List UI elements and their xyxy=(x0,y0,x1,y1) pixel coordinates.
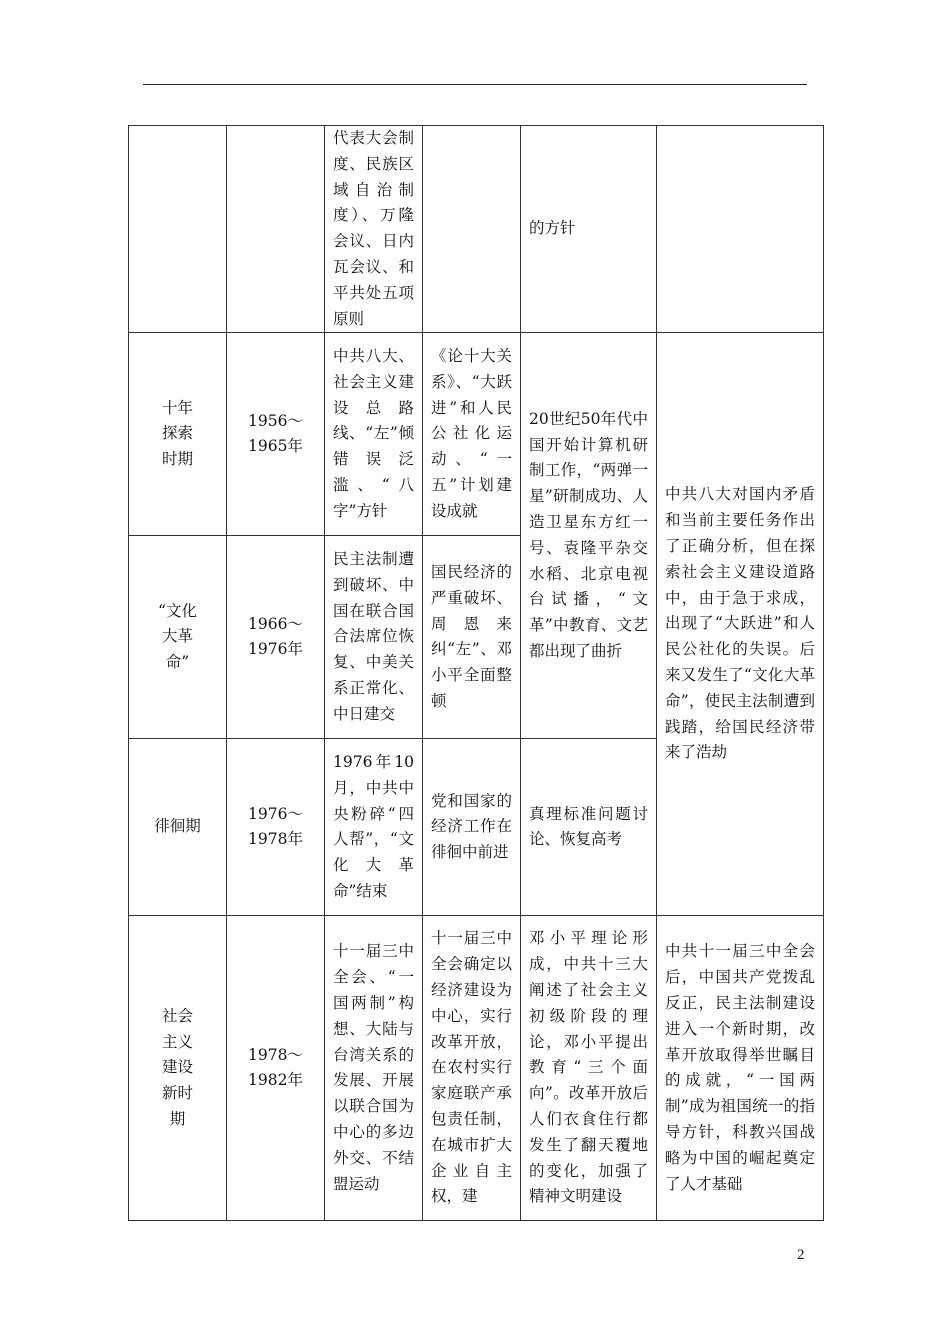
table-row xyxy=(129,916,824,1221)
culture-cell: 邓小平理论形成，中共十三大阐述了社会主义初级阶段的理论，邓小平提出教育“三个面向”。改革开放后人们衣食住行都发生了翻天覆地的变化，加强了精神文明建设 xyxy=(521,916,657,1221)
economy-cell: 《论十大关系》、“大跃进”和人民公社化运动、“一五”计划建设成就 xyxy=(423,333,521,536)
years-cell xyxy=(227,126,325,333)
history-table xyxy=(128,125,824,1221)
politics-cell: 民主法制遭到破坏、中国在联合国合法席位恢复、中美关系正常化、中日建交 xyxy=(325,536,423,739)
table-row xyxy=(129,126,824,333)
period-cell xyxy=(129,126,227,333)
culture-cell: 真理标准问题讨论、恢复高考 xyxy=(521,739,657,916)
economy-cell: 党和国家的经济工作在徘徊中前进 xyxy=(423,739,521,916)
evaluation-cell: 中共十一届三中全会后，中国共产党拨乱反正，民主法制建设进入一个新时期，改革开放取得举世瞩目的成就，“一国两制”成为祖国统一的指导方针，科教兴国战略为中国的崛起奠定了人才基础 xyxy=(657,916,824,1221)
politics-cell: 1976年10月，中共中央粉碎“四人帮”，“文化大革命”结束 xyxy=(325,739,423,916)
politics-cell: 十一届三中全会、“一国两制”构想、大陆与台湾关系的发展、开展以联合国为中心的多边外交、不结盟运动 xyxy=(325,916,423,1221)
culture-cell: 20世纪50年代中国开始计算机研制工作，“两弹一星”研制成功、人造卫星东方红一号、袁隆平杂交水稻、北京电视台试播，“文革”中教育、文艺都出现了曲折 xyxy=(521,333,657,739)
evaluation-cell xyxy=(657,126,824,333)
page-number: 2 xyxy=(797,1247,805,1263)
years-cell: 1978～1982年 xyxy=(227,916,325,1221)
period-cell: 社会主义建设新时期 xyxy=(129,916,227,1221)
period-cell: 徘徊期 xyxy=(129,739,227,916)
politics-cell: 代表大会制度、民族区域自治制度）、万隆会议、日内瓦会议、和平共处五项原则 xyxy=(325,126,423,333)
header-rule xyxy=(143,84,807,85)
economy-cell: 十一届三中全会确定以经济建设为中心，实行改革开放，在农村实行家庭联产承包责任制，在城市扩大企业自主权，建 xyxy=(423,916,521,1221)
period-cell: “文化大革命” xyxy=(129,536,227,739)
economy-cell xyxy=(423,126,521,333)
economy-cell: 国民经济的严重破坏、周恩来纠“左”、邓小平全面整顿 xyxy=(423,536,521,739)
years-cell: 1956～1965年 xyxy=(227,333,325,536)
years-cell: 1976～1978年 xyxy=(227,739,325,916)
evaluation-cell: 中共八大对国内矛盾和当前主要任务作出了正确分析，但在探索社会主义建设道路中，由于急于求成，出现了“大跃进”和人民公社化的失误。后来又发生了“文化大革命”，使民主法制遭到践踏，给国民经济带来了浩劫 xyxy=(657,333,824,916)
years-cell: 1966～1976年 xyxy=(227,536,325,739)
table-row xyxy=(129,333,824,536)
culture-cell: 的方针 xyxy=(521,126,657,333)
politics-cell: 中共八大、社会主义建设总路线、“左”倾错误泛滥、“八字”方针 xyxy=(325,333,423,536)
period-cell: 十年探索时期 xyxy=(129,333,227,536)
